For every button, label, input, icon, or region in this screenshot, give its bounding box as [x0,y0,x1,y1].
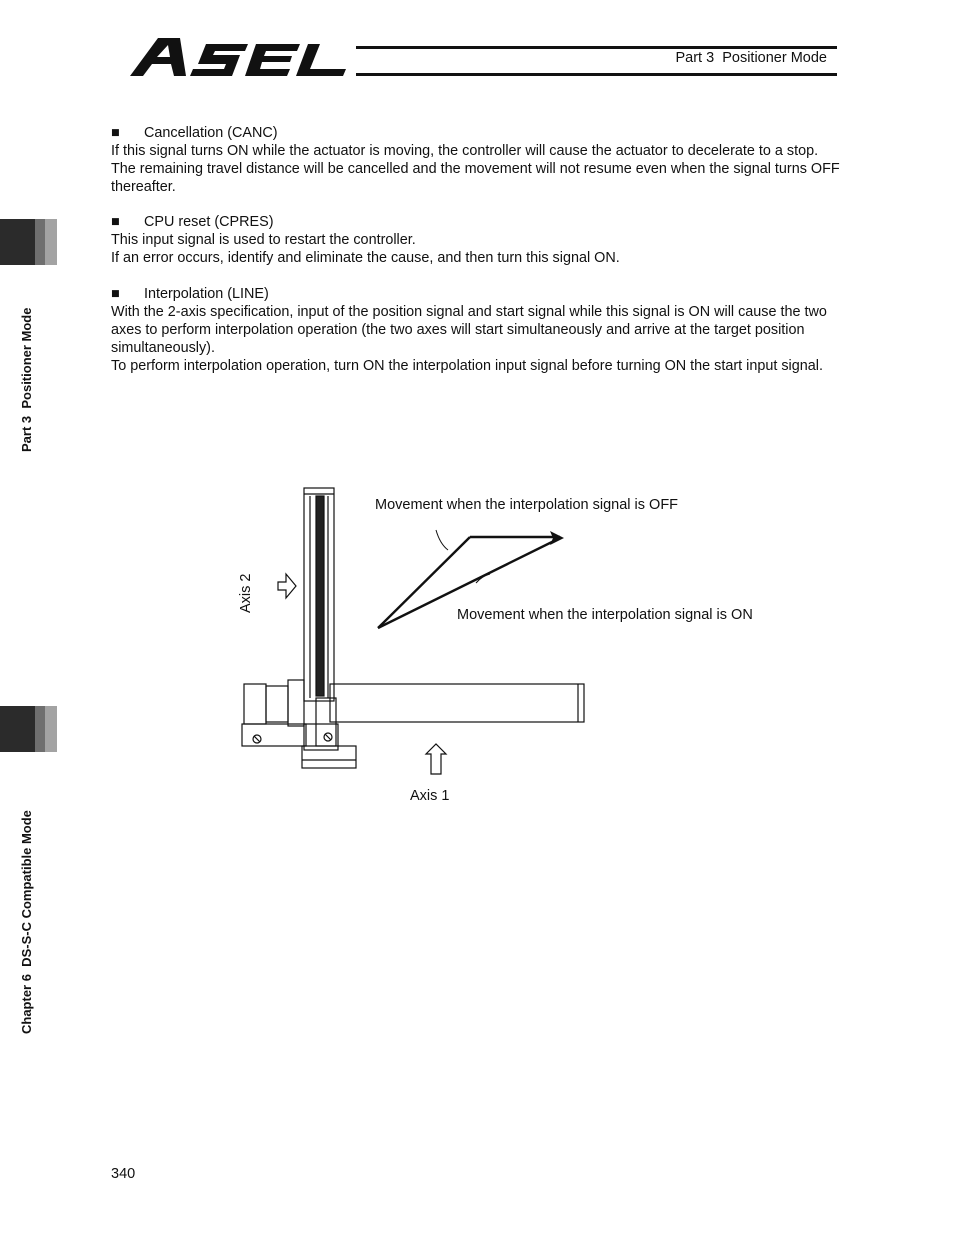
asel-logo [128,34,350,80]
section-paragraph: If an error occurs, identify and eliminate the cause, and then turn this signal ON. [111,249,620,266]
section-paragraph: This input signal is used to restart the controller. [111,231,416,248]
section-heading: CPU reset (CPRES) [144,214,274,230]
bullet-icon: ■ [111,286,120,302]
part-tab-marker [0,219,57,265]
section-heading: Interpolation (LINE) [144,286,269,302]
section-heading: Cancellation (CANC) [144,125,278,141]
label-axis-2: Axis 2 [238,573,254,613]
side-part-label: Part 3 Positioner Mode [19,307,34,452]
chapter-tab-marker [0,706,57,752]
side-chapter-label: Chapter 6 DS-S-C Compatible Mode [19,810,34,1034]
page-number: 340 [111,1166,136,1182]
bullet-icon: ■ [111,214,120,230]
section-interpolation [111,286,846,376]
section-paragraph: To perform interpolation operation, turn ON the interpolation input signal before turning ON the start input signal. [111,357,823,374]
label-interpolation-on: Movement when the interpolation signal is ON [457,607,753,623]
header-rule-bottom [356,73,837,76]
label-interpolation-off: Movement when the interpolation signal is OFF [375,497,679,513]
section-paragraph: With the 2-axis specification, input of the position signal and start signal while this signal is ON will cause the two axes to perform interpolation operation (the two axes will start simultaneously and arrive at the target position simultaneously). [111,303,827,356]
section-paragraph: If this signal turns ON while the actuator is moving, the controller will cause the actuator to decelerate to a stop. The remaining travel distance will be cancelled and the movement will not resume even when the signal turns OFF thereafter. [111,142,840,195]
section-cpu-reset [111,214,846,268]
bullet-icon: ■ [111,125,120,141]
actuator-drawing [230,480,830,820]
label-axis-1: Axis 1 [410,788,450,804]
header-rule-top [356,46,837,49]
header-title: Part 3 Positioner Mode [675,50,827,66]
section-cancellation [111,125,846,197]
interpolation-diagram [230,480,830,820]
